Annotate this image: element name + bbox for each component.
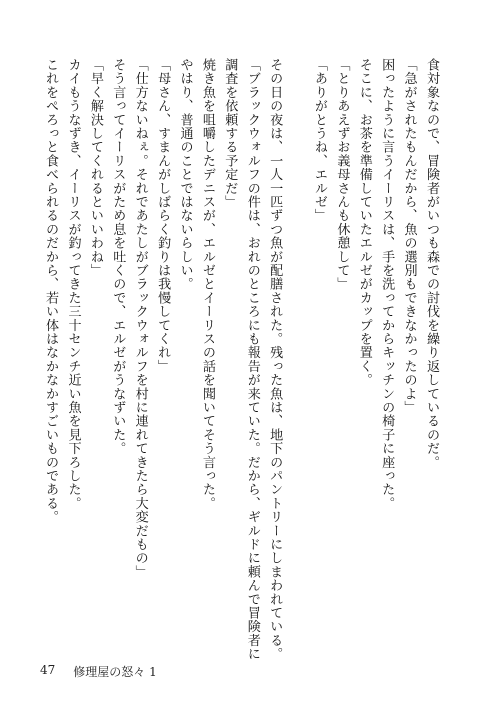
text-line: カイもうなずき、イーリスが釣ってきた三十センチ近い魚を見下ろした。	[65, 58, 81, 511]
vertical-text-block	[43, 58, 442, 661]
text-line: そこに、お茶を準備していたエルゼがカップを置く。	[356, 58, 372, 387]
page-footer	[40, 663, 157, 680]
text-line: やはり、普通のことではないらしい。	[177, 58, 193, 291]
text-line: その日の夜は、一人一匹ずつ魚が配膳された。残った魚は、地下のパントリーにしまわれている。	[267, 58, 283, 661]
text-line: 調査を依頼する予定だ」	[222, 58, 238, 209]
text-line: 困ったように言うイーリスは、手を洗ってからキッチンの椅子に座った。	[379, 58, 395, 511]
text-line: 食対象なので、冒険者がいつも森での討伐を繰り返しているのだ。	[424, 58, 439, 469]
section-break	[285, 58, 307, 648]
text-line: これをぺろっと食べられるのだから、若い体はなかなかすごいものである。	[43, 58, 59, 524]
text-line: そう言ってイーリスがため息を吐くので、エルゼがうなずいた。	[110, 58, 126, 456]
text-line: 「とりあえずお義母さんも休憩して」	[334, 58, 350, 291]
page-number: 47	[40, 663, 56, 677]
text-line: 「仕方ないねぇ。それであたしがブラックウォルフを村に連れてきたら大変だもの」	[132, 58, 148, 579]
text-line: 「急がされたもんだから、魚の選別もできなかったのよ」	[401, 58, 417, 415]
text-line: 「早く解決してくれるといいわね」	[87, 58, 103, 278]
text-line: 焼き魚を咀嚼したデニスが、エルゼとイーリスの話を聞いてそう言った。	[199, 58, 215, 511]
text-line: 「ブラックウォルフの件は、おれのところにも報告が来ていた。だから、ギルドに頼んで冒険者に	[244, 58, 260, 661]
text-line: 「母さん、すまんがしばらく釣りは我慢してくれ」	[155, 58, 171, 374]
text-line: 「ありがとうね、エルゼ」	[311, 58, 327, 223]
book-title: 修理屋の怒々 1	[73, 665, 157, 679]
